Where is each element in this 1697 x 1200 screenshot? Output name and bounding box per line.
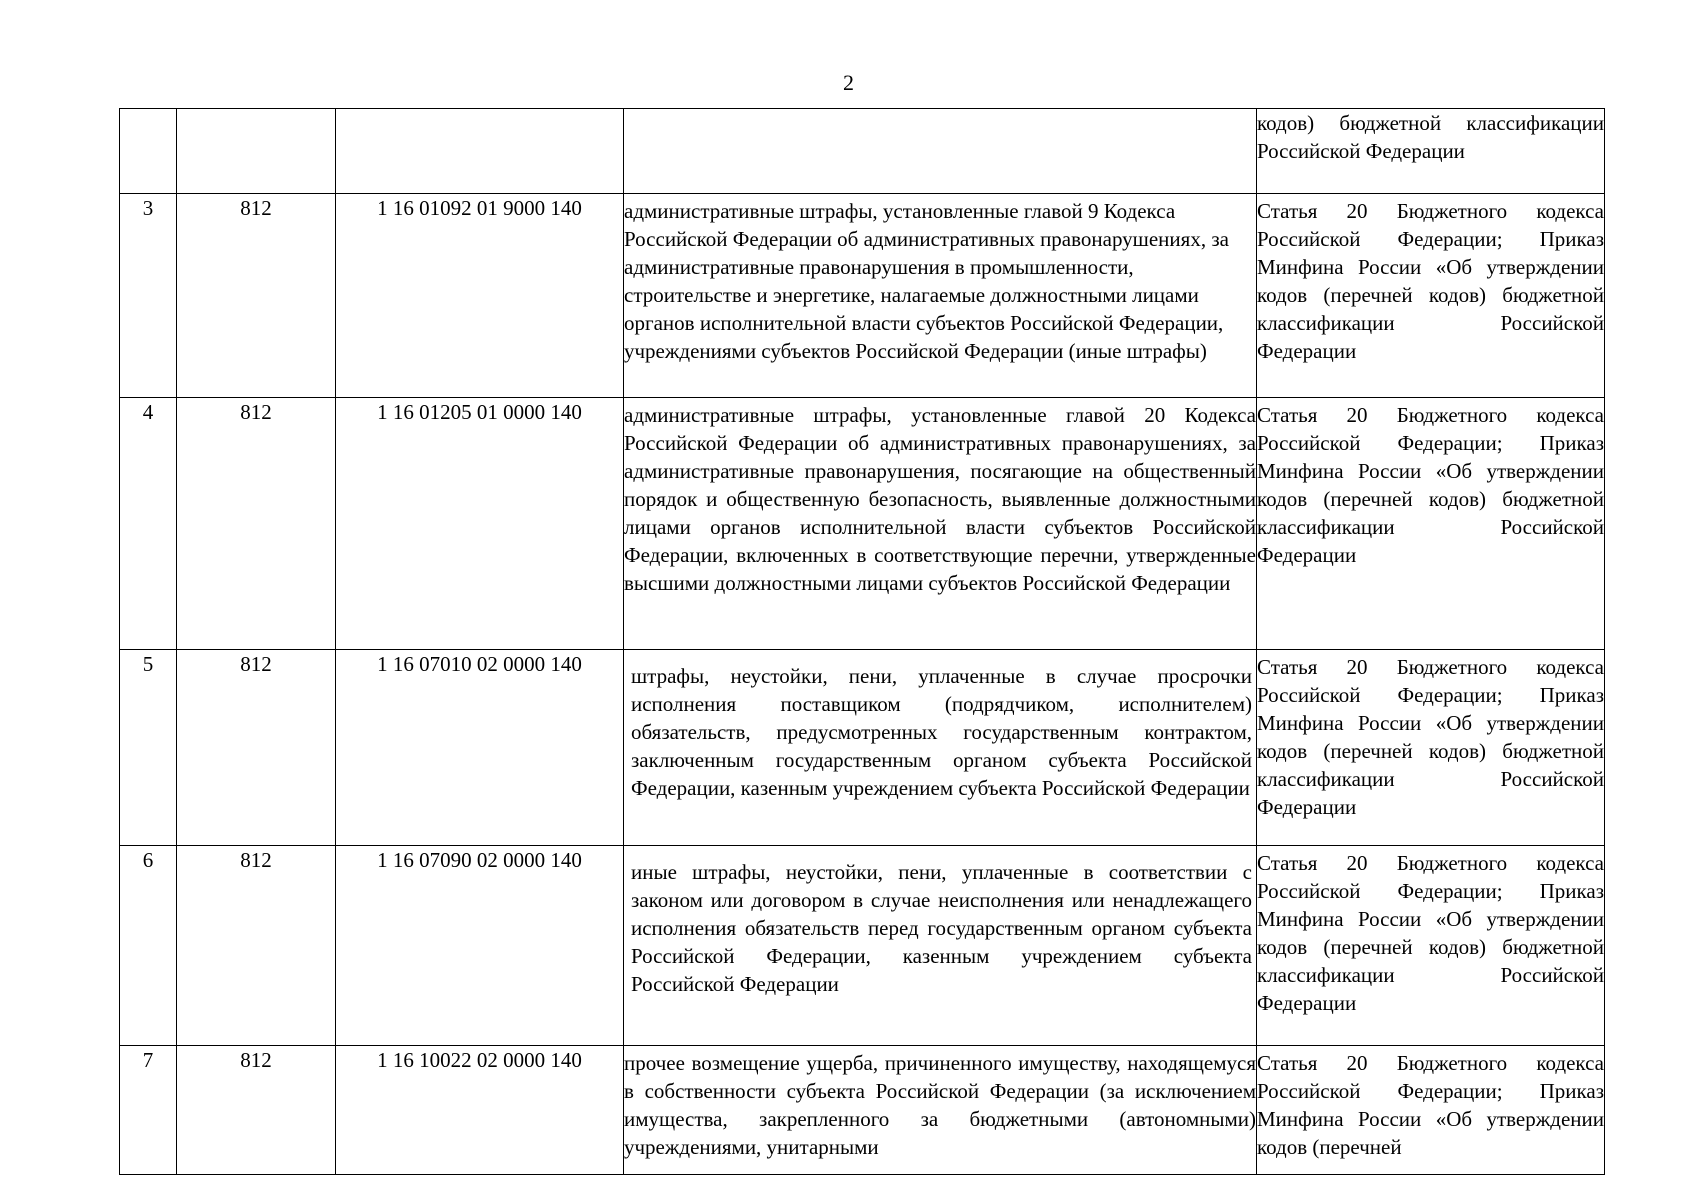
description-text: иные штрафы, неустойки, пени, уплаченные в соответствии с законом или договором в случае неисполнения или ненадлежащего исполнения обязательств перед государственным органом субъекта Российской Федерации, казенным учреждением субъекта Российской Федерации — [631, 860, 1252, 996]
legal-basis-text: Статья 20 Бюджетного кодекса Российской Федерации; Приказ Минфина России «Об утверждении кодов (перечней кодов) бюджетной классификации Российской Федерации — [1257, 851, 1604, 1015]
kbk-code-cell: 1 16 10022 02 0000 140 — [336, 1046, 624, 1175]
description-text: прочее возмещение ущерба, причиненного имуществу, находящемуся в собственности субъекта Российской Федерации (за исключением имущества, закрепленного за бюджетными (автономными) учреждениями, унитарными — [624, 1051, 1256, 1159]
legal-basis-cell — [1257, 194, 1605, 398]
admin-code-cell: 812 — [177, 1046, 336, 1175]
revenue-codes-table — [119, 108, 1605, 1175]
description-cell — [624, 650, 1257, 846]
legal-basis-cell — [1257, 1046, 1605, 1175]
kbk-code-cell: 1 16 07010 02 0000 140 — [336, 650, 624, 846]
legal-basis-text: Статья 20 Бюджетного кодекса Российской Федерации; Приказ Минфина России «Об утверждении кодов (перечней кодов) бюджетной классификации Российской Федерации — [1257, 655, 1604, 819]
page-number: 2 — [843, 70, 854, 95]
description-cell — [624, 109, 1257, 194]
description-cell — [624, 846, 1257, 1046]
row-number-cell: 7 — [120, 1046, 177, 1175]
legal-basis-cell — [1257, 398, 1605, 650]
legal-basis-cell — [1257, 846, 1605, 1046]
kbk-code-cell — [336, 109, 624, 194]
legal-basis-text: кодов) бюджетной классификации Российской Федерации — [1257, 111, 1604, 163]
description-text: административные штрафы, установленные главой 9 Кодекса Российской Федерации об административных правонарушениях, за административные правонарушения в промышленности, строительстве и энергетике, налагаемые должностными лицами органов исполнительной власти субъектов Российской Федерации, учреждениями субъектов Российской Федерации (иные штрафы) — [624, 199, 1229, 363]
description-cell — [624, 194, 1257, 398]
admin-code-cell: 812 — [177, 650, 336, 846]
description-cell — [624, 398, 1257, 650]
row-number-cell — [120, 109, 177, 194]
table-row — [120, 846, 1605, 1046]
row-number-cell: 6 — [120, 846, 177, 1046]
table-row — [120, 109, 1605, 194]
legal-basis-cell — [1257, 109, 1605, 194]
row-number-cell: 5 — [120, 650, 177, 846]
description-text: штрафы, неустойки, пени, уплаченные в случае просрочки исполнения поставщиком (подрядчиком, исполнителем) обязательств, предусмотренных государственным контрактом, заключенным государственным органом субъекта Российской Федерации, казенным учреждением субъекта Российской Федерации — [631, 664, 1252, 800]
row-number-cell: 4 — [120, 398, 177, 650]
row-number-cell: 3 — [120, 194, 177, 398]
table-row — [120, 398, 1605, 650]
admin-code-cell: 812 — [177, 846, 336, 1046]
table-row — [120, 650, 1605, 846]
kbk-code-cell: 1 16 07090 02 0000 140 — [336, 846, 624, 1046]
kbk-code-cell: 1 16 01205 01 0000 140 — [336, 398, 624, 650]
admin-code-cell: 812 — [177, 398, 336, 650]
description-text: административные штрафы, установленные главой 20 Кодекса Российской Федерации об административных правонарушениях, за административные правонарушения, посягающие на общественный порядок и общественную безопасность, выявленные должностными лицами органов исполнительной власти субъектов Российской Федерации, включенных в соответствующие перечни, утвержденные высшими должностными лицами субъектов Российской Федерации — [624, 403, 1256, 595]
legal-basis-text: Статья 20 Бюджетного кодекса Российской Федерации; Приказ Минфина России «Об утверждении кодов (перечней — [1257, 1051, 1604, 1159]
legal-basis-text: Статья 20 Бюджетного кодекса Российской Федерации; Приказ Минфина России «Об утверждении кодов (перечней кодов) бюджетной классификации Российской Федерации — [1257, 403, 1604, 567]
admin-code-cell — [177, 109, 336, 194]
legal-basis-text: Статья 20 Бюджетного кодекса Российской Федерации; Приказ Минфина России «Об утверждении кодов (перечней кодов) бюджетной классификации Российской Федерации — [1257, 199, 1604, 363]
table-row — [120, 194, 1605, 398]
legal-basis-cell — [1257, 650, 1605, 846]
description-cell — [624, 1046, 1257, 1175]
admin-code-cell: 812 — [177, 194, 336, 398]
table-row — [120, 1046, 1605, 1175]
kbk-code-cell: 1 16 01092 01 9000 140 — [336, 194, 624, 398]
